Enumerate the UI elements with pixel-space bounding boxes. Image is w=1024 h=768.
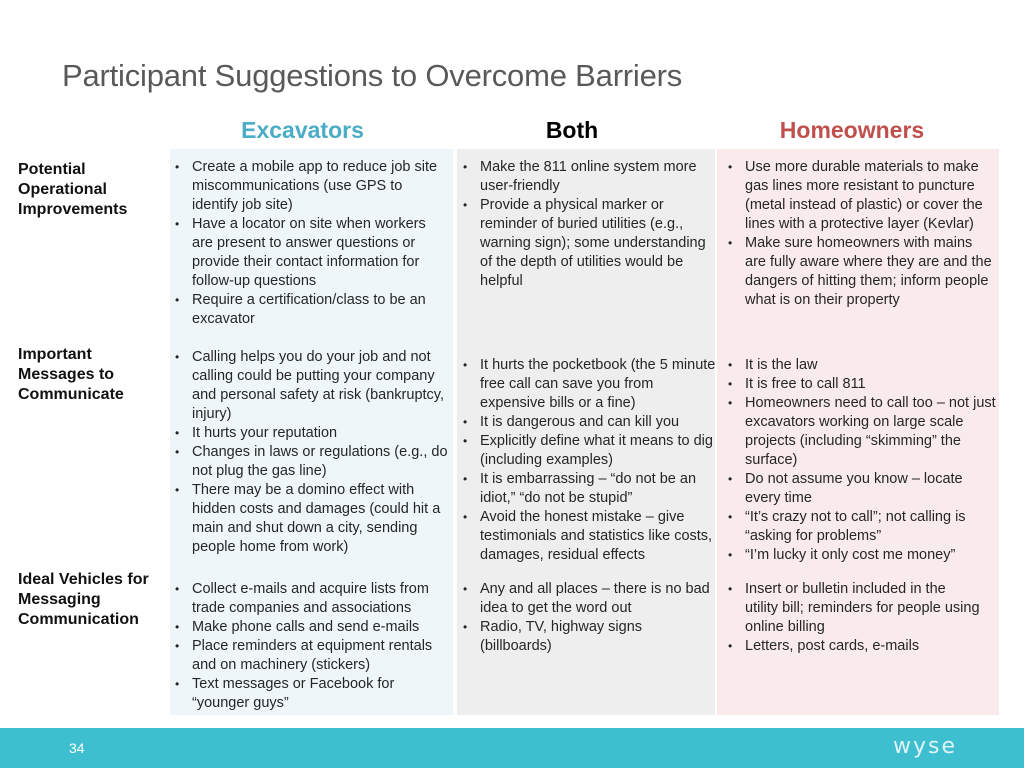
- bullet-item: • Have a locator on site when workers are present to answer questions or provide their contact information for follow-up questions: [172, 215, 448, 291]
- bullet-item: • It is dangerous and can kill you: [460, 413, 716, 432]
- bullet-item: • It hurts the pocketbook (the 5 minute free call can save you from expensive bills or a fine): [460, 356, 716, 413]
- row-label-operational: Potential Operational Improvements: [18, 161, 128, 218]
- bullet-item: • Use more durable materials to make gas lines more resistant to puncture (metal instead of plastic) or cover the lines with a protective layer (Kevlar): [725, 158, 997, 234]
- bullet-item: • Collect e-mails and acquire lists from trade companies and associations: [172, 580, 452, 618]
- bullet-list: [725, 356, 997, 565]
- bullet-item: • “I’m lucky it only cost me money”: [725, 546, 997, 565]
- cell-vehicles-excavators: [172, 580, 452, 713]
- homeowners-header: Homeowners: [779, 117, 925, 143]
- bullet-list: [172, 348, 452, 557]
- cell-messages-both: [460, 356, 716, 565]
- bullet-item: • Insert or bulletin included in the utility bill; reminders for people using online billing: [725, 580, 980, 637]
- bullet-item: • Make the 811 online system more user-friendly: [460, 158, 718, 196]
- cell-operational-excavators: [172, 158, 448, 329]
- bullet-item: • Place reminders at equipment rentals and on machinery (stickers): [172, 637, 452, 675]
- bullet-item: • Make phone calls and send e-mails: [172, 618, 452, 637]
- wyse-logo: wyse: [893, 734, 958, 759]
- both-header: Both: [545, 117, 599, 143]
- bullet-list: [460, 356, 716, 565]
- row-label-vehicles: Ideal Vehicles for Messaging Communication: [18, 571, 149, 628]
- cell-messages-excavators: [172, 348, 452, 557]
- bullet-item: • Make sure homeowners with mains are fully aware where they are and the dangers of hitting them; inform people what is on their property: [725, 234, 997, 310]
- excavators-header: Excavators: [241, 117, 364, 143]
- bullet-item: • Avoid the honest mistake – give testimonials and statistics like costs, damages, residual effects: [460, 508, 716, 565]
- bullet-item: • Calling helps you do your job and not calling could be putting your company and personal safety at risk (bankruptcy, injury): [172, 348, 452, 424]
- bullet-list: [460, 158, 718, 291]
- bullet-item: • Letters, post cards, e-mails: [725, 637, 980, 656]
- bullet-item: • It is the law: [725, 356, 997, 375]
- bullet-item: • It hurts your reputation: [172, 424, 452, 443]
- bullet-item: • It is embarrassing – “do not be an idiot,” “do not be stupid”: [460, 470, 716, 508]
- bullet-list: [172, 580, 452, 713]
- cell-vehicles-homeowners: [725, 580, 980, 656]
- bullet-item: • It is free to call 811: [725, 375, 997, 394]
- bullet-item: • Explicitly define what it means to dig (including examples): [460, 432, 716, 470]
- bullet-item: • Radio, TV, highway signs (billboards): [460, 618, 710, 656]
- bullet-item: • Provide a physical marker or reminder of buried utilities (e.g., warning sign); some understanding of the depth of utilities would be helpful: [460, 196, 718, 291]
- bullet-item: • Any and all places – there is no bad idea to get the word out: [460, 580, 710, 618]
- cell-operational-homeowners: [725, 158, 997, 310]
- bullet-item: • There may be a domino effect with hidden costs and damages (could hit a main and shut down a city, sending people home from work): [172, 481, 452, 557]
- bullet-item: • Do not assume you know – locate every time: [725, 470, 997, 508]
- bullet-item: • Require a certification/class to be an excavator: [172, 291, 448, 329]
- bullet-item: • Changes in laws or regulations (e.g., do not plug the gas line): [172, 443, 452, 481]
- bullet-list: [172, 158, 448, 329]
- cell-operational-both: [460, 158, 718, 291]
- bullet-item: • Text messages or Facebook for “younger guys”: [172, 675, 452, 713]
- page-number: 34: [69, 740, 85, 756]
- bullet-item: • Create a mobile app to reduce job site miscommunications (use GPS to identify job site): [172, 158, 448, 215]
- bullet-item: • “It’s crazy not to call”; not calling is “asking for problems”: [725, 508, 997, 546]
- row-label-messages: Important Messages to Communicate: [18, 346, 124, 403]
- cell-messages-homeowners: [725, 356, 997, 565]
- bullet-list: [725, 158, 997, 310]
- footer-bar: [0, 728, 1024, 768]
- page-title: Participant Suggestions to Overcome Barriers: [62, 58, 683, 93]
- cell-vehicles-both: [460, 580, 710, 656]
- bullet-list: [725, 580, 980, 656]
- bullet-list: [460, 580, 710, 656]
- bullet-item: • Homeowners need to call too – not just excavators working on large scale projects (including “skimming” the surface): [725, 394, 997, 470]
